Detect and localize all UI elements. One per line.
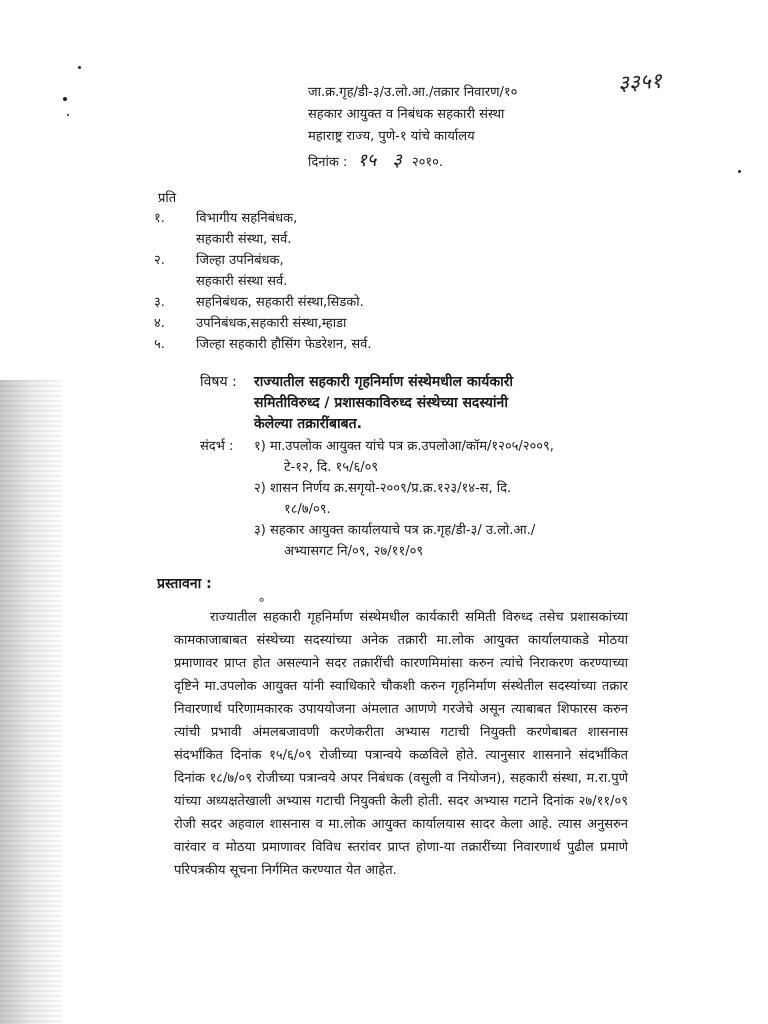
subject-label: विषय : [200, 374, 237, 390]
scan-speck [738, 170, 741, 173]
handwritten-inward-number: ३३५१ [617, 68, 663, 96]
header-office-line: सहकार आयुक्त व निबंधक सहकारी संस्था [308, 107, 505, 122]
subject-block [200, 372, 513, 435]
recipient-line: उपनिबंधक,सहकारी संस्था,म्हाडा [196, 316, 347, 331]
references-block [200, 436, 554, 562]
recipient-number: ५. [154, 337, 165, 352]
scan-edge-shadow [0, 380, 62, 1024]
small-mark: ० [259, 595, 265, 606]
recipient-number: ३. [154, 295, 165, 310]
reference-line: १८/७/०९. [284, 502, 331, 517]
scan-speck [63, 97, 67, 101]
recipient-line: विभागीय सहनिबंधक, [196, 211, 298, 226]
date-year: २०१०. [411, 155, 444, 170]
recipient-line: सहकारी संस्था सर्व. [196, 274, 288, 289]
recipient-number: २. [154, 253, 165, 268]
to-label: प्रति [158, 191, 177, 206]
reference-line: २) शासन निर्णय क्र.सगृयो-२००९/प्र.क्र.१२३/१४-स, दि. [254, 481, 512, 496]
header-address-line: महाराष्ट्र राज्य, पुणे-१ यांचे कार्यालय [308, 129, 475, 144]
date-day: १५ [357, 150, 377, 171]
recipient-item [154, 313, 372, 334]
reference-line: टे-१२, दि. १५/६/०९ [284, 460, 379, 475]
recipient-line: जिल्हा सहकारी हौसिंग फेडरेशन, सर्व. [196, 337, 372, 352]
introduction-paragraph: राज्यातील सहकारी गृहनिर्माण संस्थेमधील कार्यकारी समिती विरुध्द तसेच प्रशासकांच्या कामकाजाबाबत संस्थेच्या सदस्यांच्या अनेक तक्रारी मा.लोक आयुक्त कार्यालयाकडे मोठया प्रमाणावर प्राप्त होत असल्याने सदर तक्रारींची कारणमिमांसा करुन त्यांचे निराकरण करण्याच्या दृष्टिने मा.उपलोक आयुक्त यांनी स्वाधिकारे चौकशी करुन गृहनिर्माण संस्थेतील सदस्यांच्या तक्रार निवारणार्थ परिणामकारक उपाययोजना अंमलात आणणे गरजेचे असून त्याबाबत शिफारस करुन त्यांची प्रभावी अंमलबजावणी करणेकरीता अभ्यास गटाची नियुक्ती करणेबाबत शासनास संदर्भांकित दिनांक १५/६/०९ रोजीच्या पत्रान्वये कळविले होते. त्यानुसार शासनाने संदर्भांकित दिनांक १८/७/०९ रोजीच्या पत्रान्वये अपर निबंधक (वसुली व नियोजन), सहकारी संस्था, म.रा.पुणे यांच्या अध्यक्षतेखाली अभ्यास गटाची नियुक्ती केली होती. सदर अभ्यास गटाने दिनांक २७/११/०९ रोजी सदर अहवाल शासनास व मा.लोक आयुक्त कार्यालयास सादर केला आहे. त्यास अनुसरुन वारंवार व मोठया प्रमाणावर विविध स्तरांवर प्राप्त होणा-या तक्रारींच्या निवारणार्थ पुढील प्रमाणे परिपत्रकीय सूचना निर्गमित करण्यात येत आहेत. [174, 610, 628, 878]
reference-line: १) मा.उपलोक आयुक्त यांचे पत्र क्र.उपलोआ/कॉम/१२०५/२००९, [254, 439, 554, 454]
recipient-line: सहनिबंधक, सहकारी संस्था,सिडको. [196, 295, 364, 310]
scan-speck [78, 66, 81, 69]
recipient-list [154, 208, 372, 355]
recipient-number: १. [154, 211, 165, 226]
introduction-heading: प्रस्तावना : [157, 576, 212, 592]
recipient-item [154, 292, 372, 313]
recipient-item [154, 208, 372, 250]
subject-line: समितीविरुध्द / प्रशासकाविरुध्द संस्थेच्या सदस्यांनी [254, 395, 508, 411]
reference-line: ३) सहकार आयुक्त कार्यालयाचे पत्र क्र.गृह/डी-३/ उ.लो.आ./ [254, 523, 536, 538]
date-label: दिनांक : [308, 155, 348, 170]
recipient-line: सहकारी संस्था, सर्व. [196, 232, 292, 247]
scan-speck [67, 114, 69, 116]
date-line [308, 148, 443, 172]
recipient-item [154, 334, 372, 355]
reference-line: अभ्यासगट नि/०९, २७/११/०९ [284, 544, 424, 559]
office-header [308, 82, 517, 148]
references-label: संदर्भ : [200, 439, 234, 454]
header-reference-line: जा.क्र.गृह/डी-३/उ.लो.आ./तक्रार निवारण/१० [308, 85, 518, 100]
recipient-number: ४. [154, 316, 165, 331]
recipient-line: जिल्हा उपनिबंधक, [196, 253, 284, 268]
recipient-item [154, 250, 372, 292]
subject-line: केलेल्या तक्रारींबाबत. [254, 416, 362, 432]
date-month: ३ [392, 150, 402, 171]
subject-line: राज्यातील सहकारी गृहनिर्माण संस्थेमधील कार्यकारी [254, 374, 514, 390]
